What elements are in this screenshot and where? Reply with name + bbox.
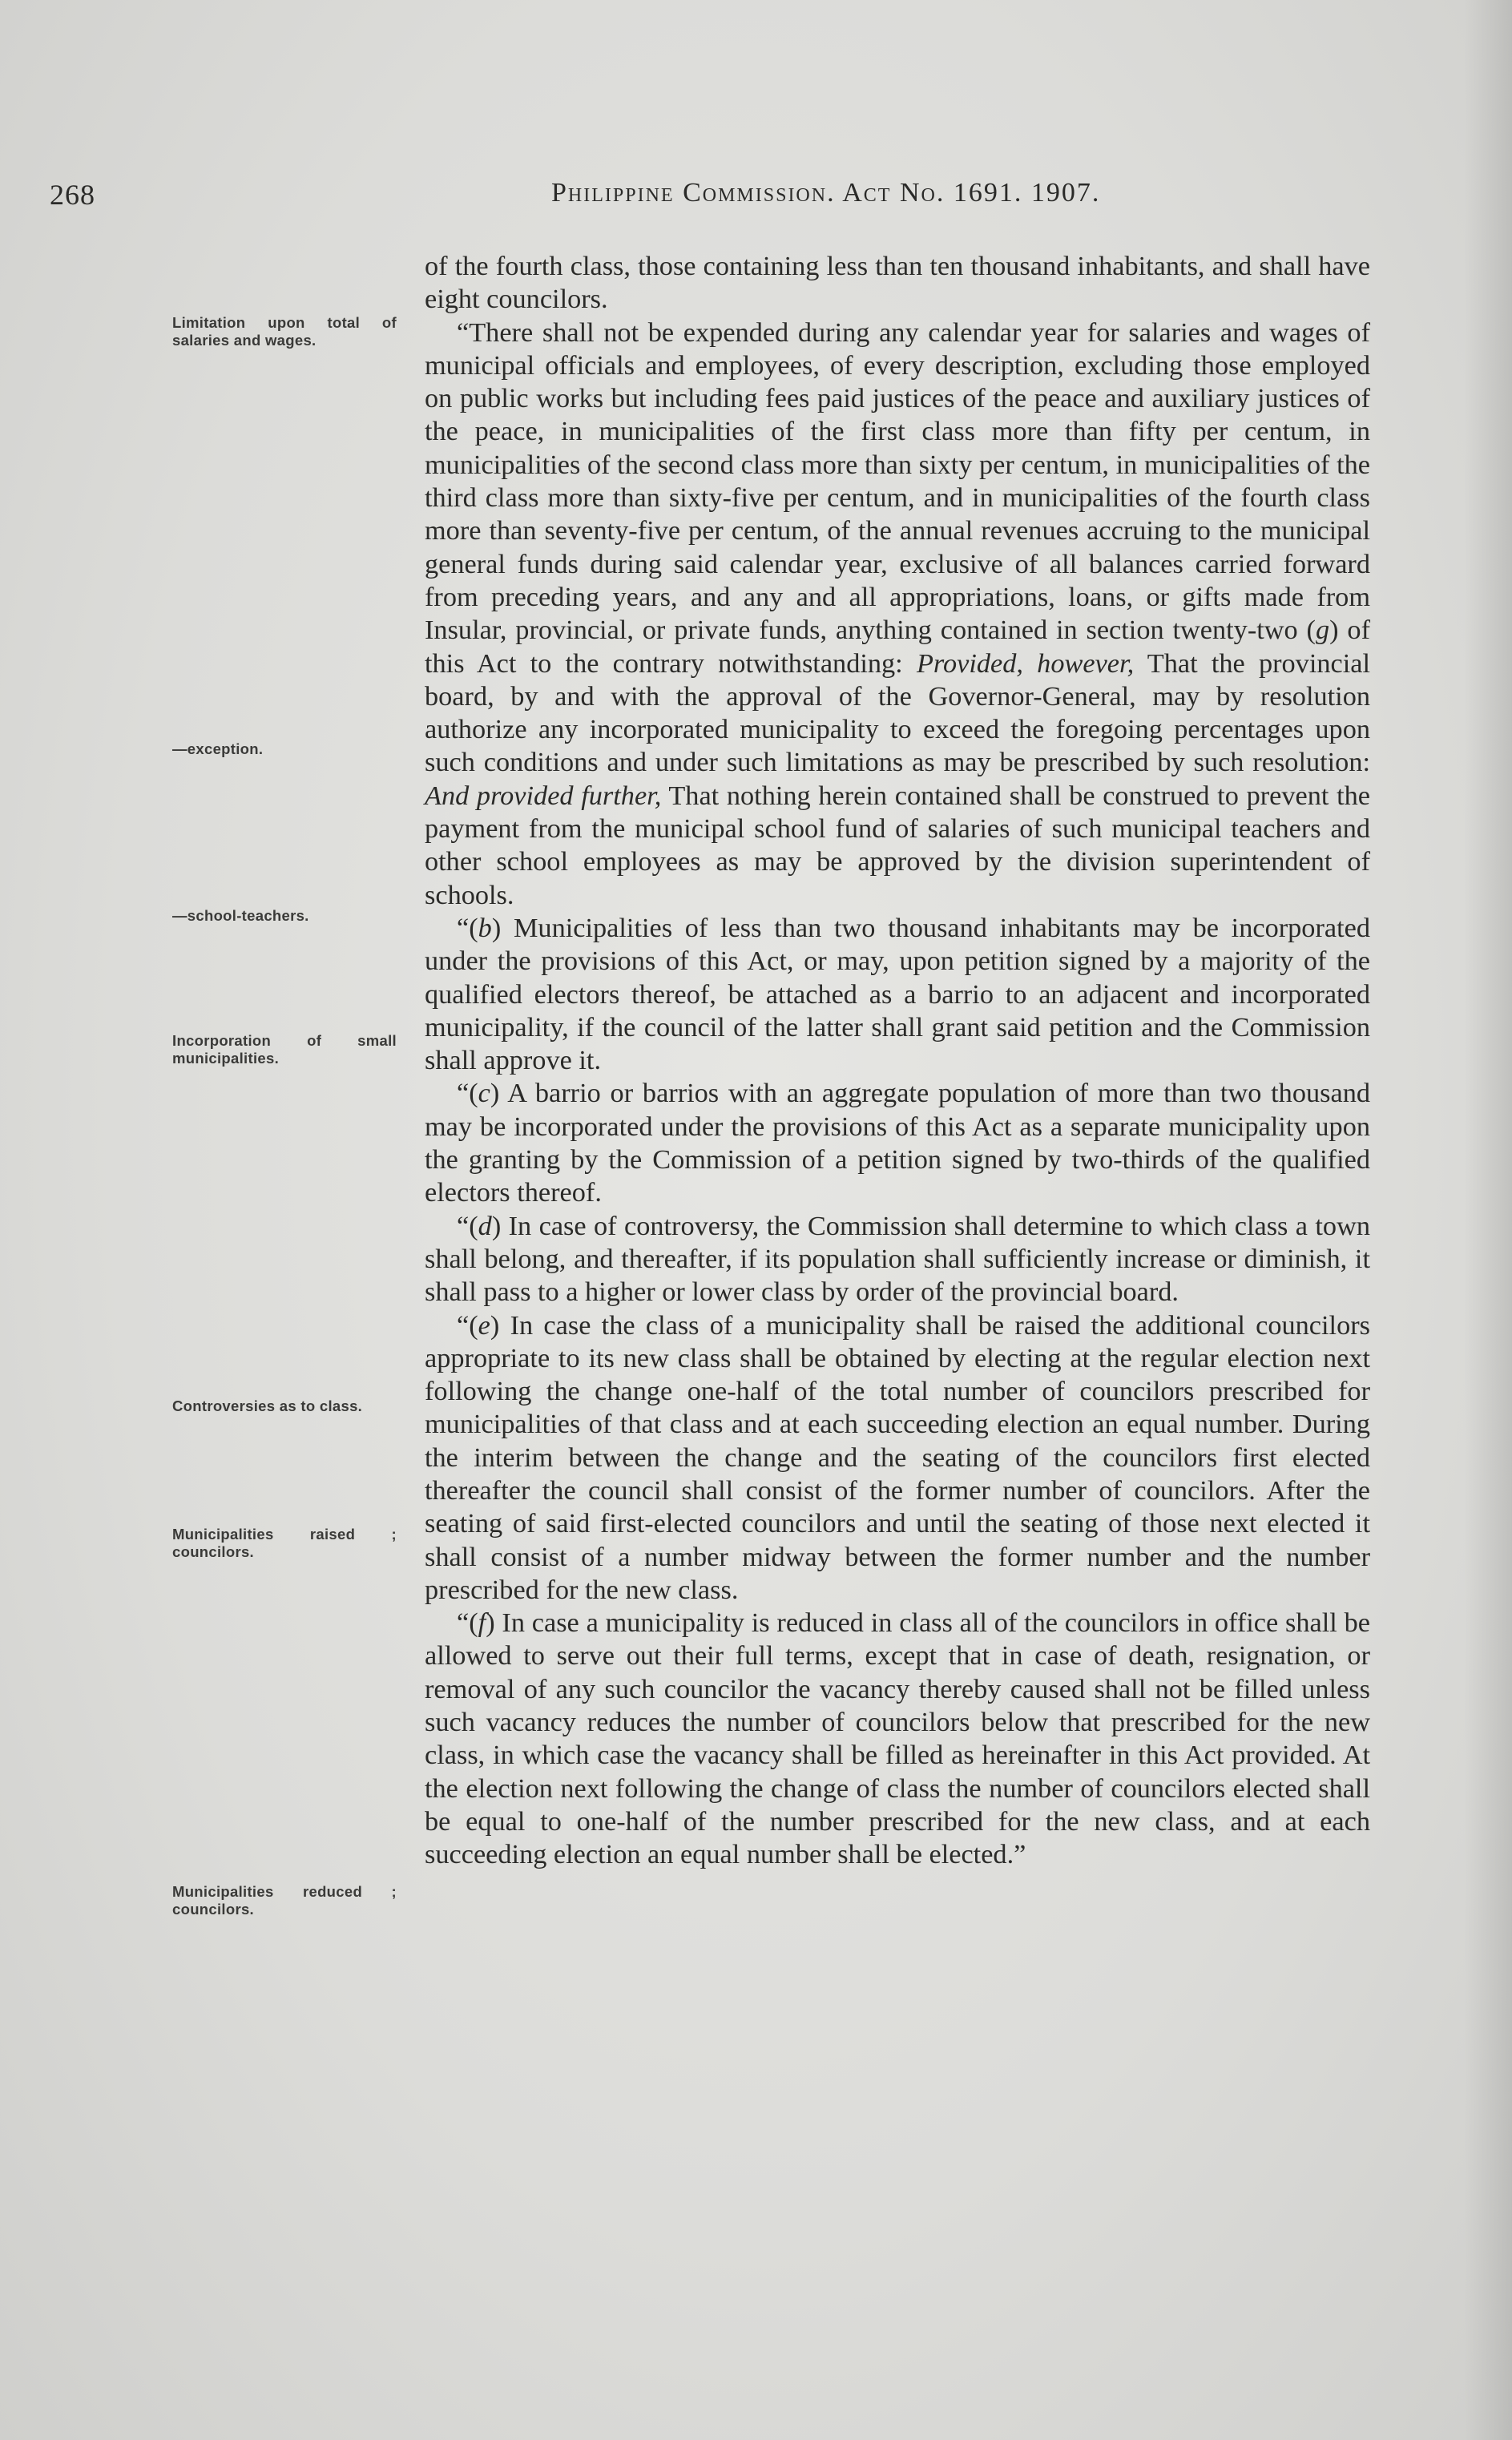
- margin-note-municipalities-reduced: Municipalities reduced ; councilors.: [172, 1883, 397, 1918]
- paragraph-d: “(d) In case of controversy, the Commission shall determine to which class a town shall belong, and thereafter, if its population shall sufficiently increase or diminish, it shall pass to a higher or lower class by order of the provincial board.: [425, 1210, 1370, 1308]
- margin-note-school-teachers: —school-teachers.: [172, 907, 309, 924]
- margin-note-controversies: Controversies as to class.: [172, 1397, 363, 1414]
- body-text: [425, 250, 1370, 1872]
- proviso-however: Provided, however,: [916, 647, 1135, 679]
- paragraph-f: “(f) In case a municipality is reduced in class all of the councilors in office shall be allowed to serve out their full terms, except that in case of death, resignation, or removal of any such councilor the vacancy thereby caused shall not be filled unless such vacancy reduces the number of councilors below that prescribed for the new class, in which case the vacancy shall be filled as hereinafter in this Act provided. At the election next following the change of class the number of councilors elected shall be equal to one-half of the number prescribed for the new class, and at each succeeding election an equal number shall be elected.”: [425, 1607, 1370, 1870]
- paragraph-b: “(b) Municipalities of less than two thousand inhabitants may be incorporated under the provisions of this Act, or may, upon petition signed by a majority of the qualified electors thereof, be attached as a barrio to an adjacent and incorporated municipality, if the council of the latter shall grant said petition and the Commission shall approve it.: [425, 912, 1370, 1076]
- margin-note-small-municipalities: Incorporation of small municipalities.: [172, 1032, 397, 1067]
- paragraph-fourth-class: of the fourth class, those containing less than ten thousand inhabitants, and shall have eight councilors.: [425, 251, 1370, 315]
- proviso-further: And provided further,: [425, 780, 662, 811]
- page-edge-shadow: [1464, 0, 1512, 2440]
- margin-note-salary-limitation: Limitation upon total of salaries and wages.: [172, 314, 397, 349]
- paragraph-salary-limitation: “There shall not be expended during any calendar year for salaries and wages of municipal officials and employees, of every description, excluding those employed on public works but including fees paid justices of the peace and auxiliary justices of the peace, in municipalities of the first class more than fifty per centum, in municipalities of the second class more than sixty per centum, in municipalities of the third class more than sixty-five per centum, and in municipalities of the fourth class more than seventy-five per centum, of the annual revenues accruing to the municipal general funds during said calendar year, exclusive of all balances carried forward from preceding years, and any and all appropriations, loans, or gifts made from Insular, provincial, or private funds, anything contained in section twenty-two (g) of this Act to the contrary notwithstanding: Provided, however, That the provincial board, by and with the approval of the Governor-General, may by resolution authorize any incorporated municipality to exceed the foregoing percentages upon such conditions and under such limitations as may be prescribed by such resolution: And provided further, That nothing herein contained shall be construed to prevent the payment from the municipal school fund of salaries of such municipal teachers and other school employees as may be approved by the division superintendent of schools.: [425, 317, 1370, 910]
- paragraph-e: “(e) In case the class of a municipality shall be raised the additional councilors appropriate to its new class shall be obtained by electing at the regular election next following the change one-half of the total number of councilors prescribed for municipalities of that class and at each succeeding election an equal number. During the interim between the change and the seating of the councilors first elected thereafter the council shall consist of the former number of councilors. After the seating of said first-elected councilors and until the seating of those next elected it shall consist of a number midway between the former number and the number prescribed for the new class.: [425, 1309, 1370, 1605]
- paragraph-c: “(c) A barrio or barrios with an aggregate population of more than two thousand may be incorporated under the provisions of this Act as a separate municipality upon the granting by the Commission of a petition signed by two-thirds of the qualified electors thereof.: [425, 1078, 1370, 1208]
- running-head: Philippine Commission. Act No. 1691. 1907.: [551, 178, 1101, 208]
- page-number: 268: [50, 179, 95, 211]
- margin-note-municipalities-raised: Municipalities raised ; councilors.: [172, 1526, 397, 1560]
- margin-note-exception: —exception.: [172, 740, 264, 757]
